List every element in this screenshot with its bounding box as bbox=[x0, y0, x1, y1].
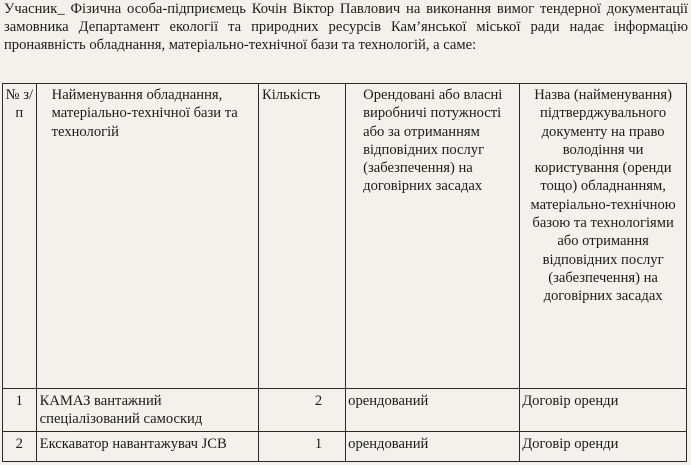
header-quantity: Кількість bbox=[258, 84, 345, 389]
row-number: 1 bbox=[3, 389, 37, 432]
header-name: Найменування обладнання, матеріально-технічної бази та технологій bbox=[36, 84, 258, 389]
row-document: Договір оренди bbox=[520, 389, 687, 432]
row-number: 2 bbox=[3, 432, 37, 462]
header-number: № з/п bbox=[3, 84, 37, 389]
intro-paragraph: Учасник_ Фізична особа-підприємець Кочін Віктор Павлович на виконання вимог тендерної документації замовника Департамент екології та природних ресурсів Кам’янської міської ради надає інформацію пронаявність обладнання, матеріально-технічної бази та технологій, а саме: bbox=[4, 1, 688, 53]
row-name: КАМАЗ вантажний спеціалізований самоскид bbox=[36, 389, 258, 432]
equipment-table bbox=[2, 83, 687, 462]
header-ownership: Орендовані або власні виробничі потужності або за отриманням відповідних послуг (забезпечення) на договірних засадах bbox=[346, 84, 520, 389]
row-name: Екскаватор навантажувач JCB bbox=[36, 432, 258, 462]
table-row bbox=[3, 389, 687, 432]
row-quantity: 1 bbox=[258, 432, 345, 462]
table-header-row bbox=[3, 84, 687, 389]
header-document: Назва (найменування) підтверджувального документу на право володіння чи користування (оренди тощо) обладнанням, матеріально-технічною базою та технологіями або отримання відповідних послуг (забезпечення) на договірних засадах bbox=[520, 84, 687, 389]
row-quantity: 2 bbox=[258, 389, 345, 432]
table-row bbox=[3, 432, 687, 462]
row-ownership: орендований bbox=[346, 389, 520, 432]
row-ownership: орендований bbox=[346, 432, 520, 462]
row-document: Договір оренди bbox=[520, 432, 687, 462]
